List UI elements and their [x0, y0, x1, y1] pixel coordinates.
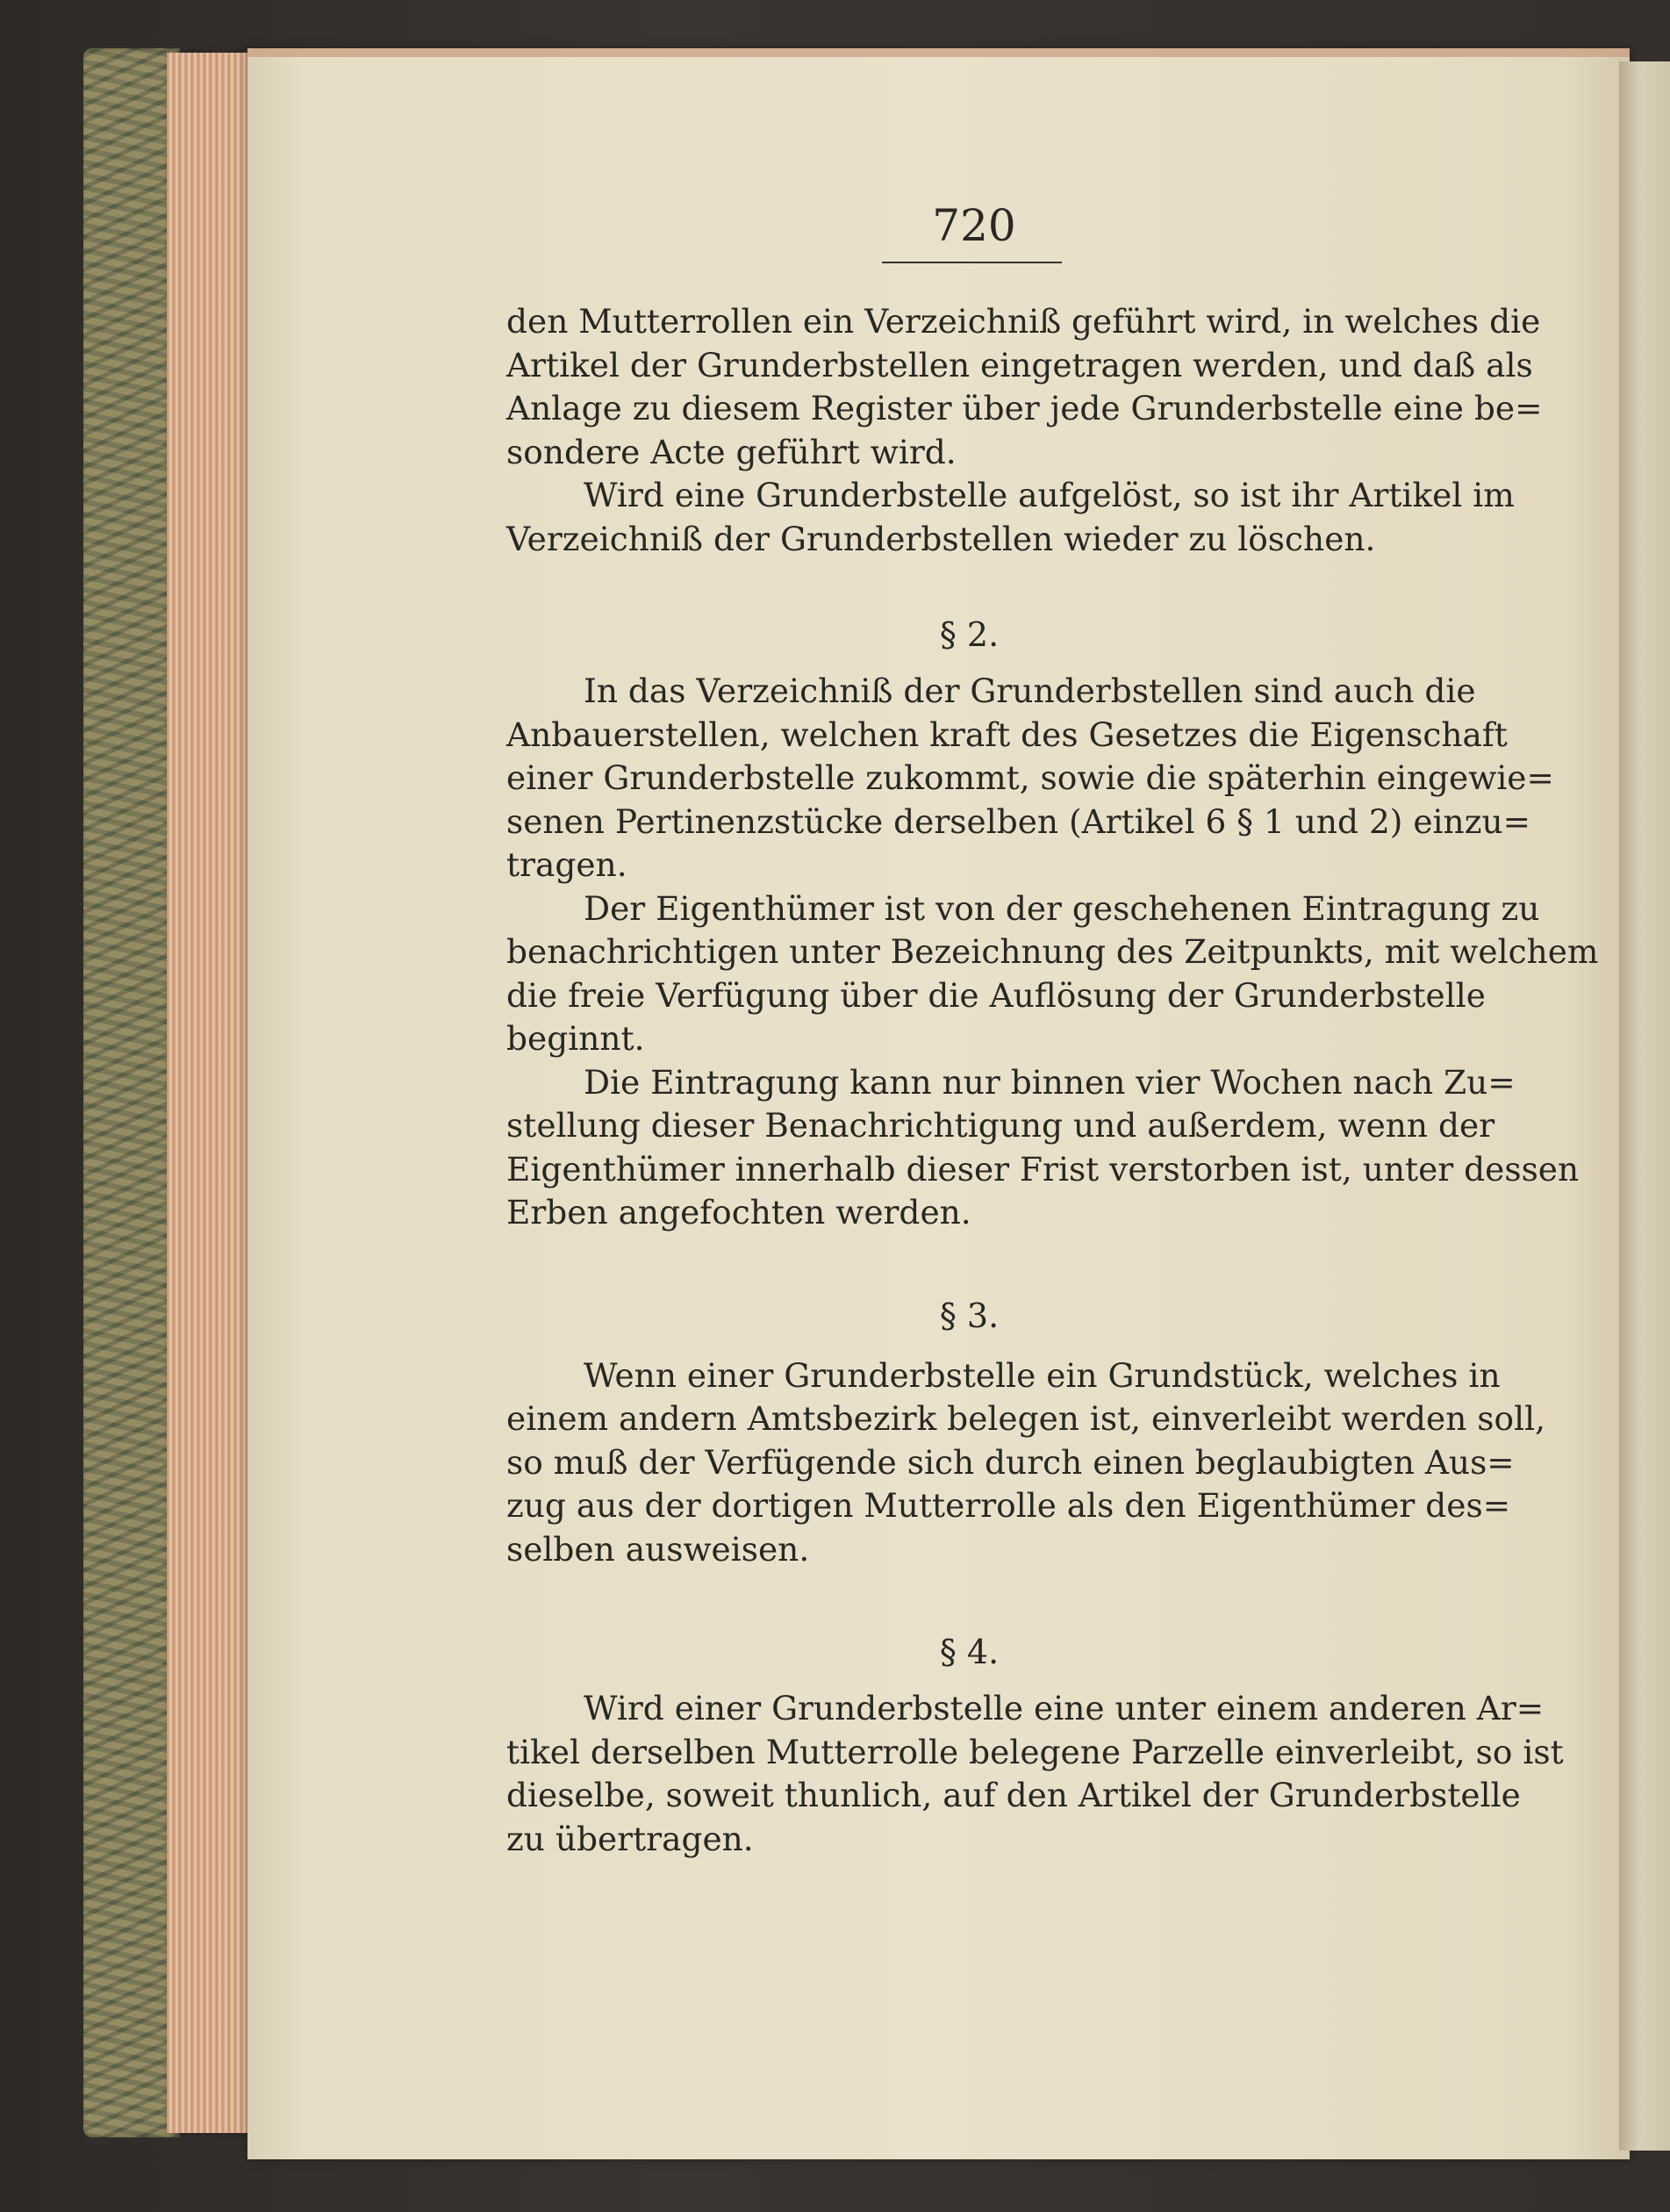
text-line: Wenn einer Grunderbstelle ein Grundstück, welches in [584, 1355, 1501, 1395]
paragraph-s4-1 [506, 1687, 1564, 1861]
section-heading-3: § 3. [939, 1296, 1000, 1335]
text-line: die freie Verfügung über die Auflösung der Grunderbstelle [506, 975, 1486, 1015]
page-body [506, 300, 1599, 1861]
text-line: senen Pertinenzstücke derselben (Artikel 6 § 1 und 2) einzu= [506, 801, 1531, 841]
text-line: einer Grunderbstelle zukommt, sowie die späterhin eingewie= [506, 758, 1554, 797]
section-heading-2: § 2. [939, 615, 1000, 654]
paragraph-s2-3 [506, 1061, 1580, 1235]
text-line: so muß der Verfügende sich durch einen beglaubigten Aus= [506, 1442, 1515, 1482]
page-top-edge [247, 48, 1630, 57]
text-line: Anbauerstellen, welchen kraft des Gesetzes die Eigenschaft [506, 715, 1508, 754]
text-line: Die Eintragung kann nur binnen vier Wochen nach Zu= [584, 1062, 1516, 1102]
text-line: Wird eine Grunderbstelle aufgelöst, so ist ihr Artikel im [584, 476, 1515, 514]
paragraph-intro-1 [506, 300, 1543, 474]
facing-page-edge [1619, 61, 1670, 2151]
paragraph-s3-1 [506, 1354, 1546, 1572]
text-line: Erben angefochten werden. [506, 1193, 971, 1232]
text-line: sondere Acte geführt wird. [506, 432, 957, 471]
text-line: dieselbe, soweit thunlich, auf den Artikel der Grunderbstelle [506, 1776, 1521, 1814]
page-number: 720 [932, 200, 1016, 251]
text-line: den Mutterrollen ein Verzeichniß geführt wird, in welches die [506, 302, 1541, 341]
paragraph-intro-2 [506, 474, 1515, 561]
paragraph-s2-1 [506, 670, 1554, 887]
text-line: beginnt. [506, 1019, 645, 1058]
text-line: zu übertragen. [506, 1819, 754, 1858]
marbled-book-cover [83, 48, 180, 2137]
text-line: Der Eigenthümer ist von der geschehenen Eintragung zu [584, 888, 1540, 928]
text-line: selben ausweisen. [506, 1529, 810, 1569]
text-line: Eigenthümer innerhalb dieser Frist verstorben ist, unter dessen [506, 1149, 1580, 1189]
text-line: Anlage zu diesem Register über jede Grunderbstelle eine be= [506, 389, 1543, 427]
page-number-rule [882, 262, 1062, 263]
text-line: tikel derselben Mutterrolle belegene Parzelle einverleibt, so ist [506, 1732, 1564, 1771]
text-line: zug aus der dortigen Mutterrolle als den Eigenthümer des= [506, 1486, 1511, 1525]
text-line: In das Verzeichniß der Grunderbstellen sind auch die [584, 672, 1476, 710]
page-edges [167, 53, 250, 2133]
text-line: Artikel der Grunderbstellen eingetragen werden, und daß als [506, 345, 1533, 384]
text-line: tragen. [506, 845, 627, 884]
text-line: Verzeichniß der Grunderbstellen wieder zu löschen. [506, 519, 1376, 558]
text-line: einem andern Amtsbezirk belegen ist, einverleibt werden soll, [506, 1399, 1546, 1438]
section-heading-4: § 4. [939, 1633, 1000, 1671]
text-line: Wird einer Grunderbstelle eine unter einem anderen Ar= [584, 1689, 1545, 1727]
text-line: stellung dieser Benachrichtigung und außerdem, wenn der [506, 1106, 1495, 1145]
paragraph-s2-2 [506, 887, 1599, 1061]
text-line: benachrichtigen unter Bezeichnung des Zeitpunkts, mit welchem [506, 932, 1599, 971]
